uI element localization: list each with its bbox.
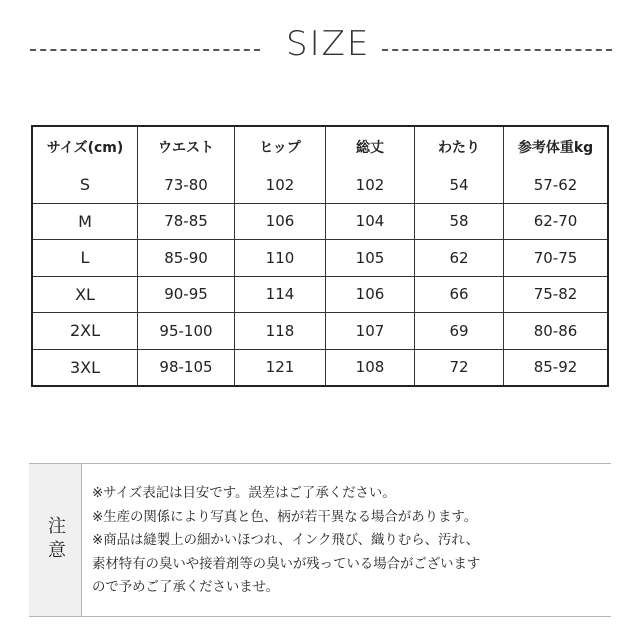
table-row	[33, 240, 607, 277]
cell-hip: 121	[235, 350, 326, 386]
cell-waist: 85-90	[138, 240, 235, 277]
notice-label: 注意	[29, 464, 82, 616]
cell-waist: 95-100	[138, 313, 235, 350]
cell-waist: 98-105	[138, 350, 235, 386]
notice-box	[29, 463, 611, 617]
header-total-length: 総丈	[326, 127, 415, 167]
cell-total-length: 104	[326, 204, 415, 241]
cell-hip: 106	[235, 204, 326, 241]
cell-reference-weight: 57-62	[504, 167, 607, 204]
cell-thigh: 62	[415, 240, 504, 277]
notice-line: ※商品は縫製上の細かいほつれ、インク飛び、織りむら、汚れ、	[92, 533, 479, 548]
table-row	[33, 204, 607, 241]
cell-thigh: 58	[415, 204, 504, 241]
notice-line: ※サイズ表記は目安です。誤差はご了承ください。	[92, 486, 396, 501]
cell-size: 3XL	[33, 350, 138, 386]
title-divider-right	[382, 49, 612, 51]
cell-waist: 73-80	[138, 167, 235, 204]
cell-size: XL	[33, 277, 138, 314]
cell-thigh: 66	[415, 277, 504, 314]
cell-reference-weight: 62-70	[504, 204, 607, 241]
cell-total-length: 106	[326, 277, 415, 314]
title-row	[30, 24, 612, 74]
cell-reference-weight: 75-82	[504, 277, 607, 314]
cell-thigh: 54	[415, 167, 504, 204]
cell-hip: 102	[235, 167, 326, 204]
notice-line: ので予めご了承くださいませ。	[92, 580, 280, 595]
cell-waist: 90-95	[138, 277, 235, 314]
notice-body	[82, 464, 611, 616]
cell-thigh: 72	[415, 350, 504, 386]
cell-total-length: 102	[326, 167, 415, 204]
cell-size: S	[33, 167, 138, 204]
table-row	[33, 167, 607, 204]
header-waist: ウエスト	[138, 127, 235, 167]
header-reference-weight: 参考体重kg	[517, 140, 594, 156]
cell-size: 2XL	[33, 313, 138, 350]
cell-size: L	[33, 240, 138, 277]
table-row	[33, 313, 607, 350]
notice-line: 素材特有の臭いや接着剤等の臭いが残っている場合がございます	[92, 556, 481, 572]
cell-size: M	[33, 204, 138, 241]
cell-reference-weight: 80-86	[504, 313, 607, 350]
table-row	[33, 350, 607, 386]
cell-hip: 110	[235, 240, 326, 277]
cell-hip: 114	[235, 277, 326, 314]
title-divider-left	[30, 49, 260, 51]
header-hip: ヒップ	[235, 127, 326, 167]
cell-thigh: 69	[415, 313, 504, 350]
header-size: サイズ(cm)	[33, 127, 138, 167]
cell-total-length: 107	[326, 313, 415, 350]
cell-total-length: 108	[326, 350, 415, 386]
cell-hip: 118	[235, 313, 326, 350]
cell-reference-weight: 70-75	[504, 240, 607, 277]
header-thigh: わたり	[415, 127, 504, 167]
size-table	[31, 125, 609, 387]
cell-reference-weight: 85-92	[533, 358, 578, 377]
cell-total-length: 105	[326, 240, 415, 277]
table-row	[33, 277, 607, 314]
page-title: SIZE	[286, 24, 371, 64]
notice-line: ※生産の関係により写真と色、柄が若干異なる場合があります。	[92, 509, 478, 525]
table-header-row	[33, 127, 607, 167]
cell-waist: 78-85	[138, 204, 235, 241]
